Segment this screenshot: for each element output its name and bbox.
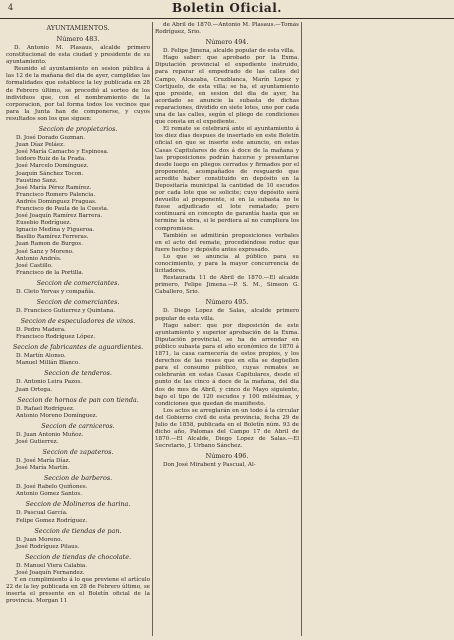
section-heading: Seccion de carniceros. [41, 421, 115, 430]
name-entry: Felipe Gomez Rodríguez. [16, 517, 88, 524]
name-entry: D. Pedro Madera. [16, 327, 66, 334]
name-entry: Juan Ramon de Burgos. [16, 241, 83, 248]
name-entry: D. Juan Antonio Muñoz. [16, 431, 84, 438]
section-heading: AYUNTAMIENTOS. [46, 24, 110, 32]
name-entry: D. Juan Moreno. [16, 536, 63, 543]
name-entry: Francisco de Paula de la Cuesta. [16, 205, 109, 212]
paragraph: D. Diego Lopez de Salas, alcalde primero popular de esta villa. [155, 308, 299, 322]
paragraph: El remate se celebrará ante el ayuntamiento á los diez dias despues de insertado en este Boletín oficial en que se inserte este anuncio, en estas Casas Capitulares de dos á doce de la mañana y las proposiciones podrán hacerse y presentarse desde luego en pliegos cerrados y firmados por el proponente, acompañados de resguardo que acredite haber constituido en depósito en la Depositaría municipal la cantidad de 10 escudos por cada lote que se solicite; cuyo depósito será devuelto al proponente, si en la subasta no le fuese adjudicado el lote rematado; pero continuará en concepto de garantía hasta que se termine la obra, si le perdiera al no cumpliera los compromisos. [155, 126, 299, 232]
paragraph: Reunido el ayuntamiento en sesion pública á las 12 de la mañana del dia de ayer, cumplidas las formalidades que establece la ley publicada en 28 de Febrero último, se procedió al sorteo de los individuos que, con el nombramiento de la corporacion, por tal forma todos los vecinos que para la Junta han de componerse, y cuyos resultados son los que siguen: [6, 66, 150, 122]
name-entry: Faustino Sanz. [16, 177, 58, 184]
section-heading: Seccion de comerciantes. [36, 278, 120, 287]
name-entry: Antonio Moreno Domínguez. [16, 412, 98, 419]
name-entry: D. José Rabelo Quiñones. [16, 484, 88, 491]
section-heading: Seccion de barberos. [43, 474, 113, 483]
name-entry: Isidoro Ruiz de la Prada. [16, 156, 87, 163]
name-entry: Joaquín Sánchez Tocon. [16, 170, 84, 177]
section-heading: Número 496. [205, 452, 249, 461]
name-entry: D. Cleto Yervas y compañía. [16, 288, 96, 295]
name-entry: Francisco Rodríguez López. [16, 334, 96, 341]
name-entry: Antonio Gomez Santos. [16, 491, 83, 498]
paragraph: Los actos se arreglarán en un todo á la circular del Gobierno civil de esta provincia, fecha 29 de Julio de 1858, publicada en el Boletín núm. 93 de dicho año, Palomas del Campo 17 de Abril de 1870.—El Alcalde, Diego Lopez de Salas.—El Secretario, J. Urbano Sánchez. [155, 407, 299, 450]
name-entry: Eusebio Rodríguez. [16, 220, 72, 227]
name-entry: D. José María Díaz. [16, 458, 71, 465]
column-divider-1 [152, 22, 153, 636]
name-entry: José Joaquín Ramírez Barrera. [16, 213, 103, 220]
section-heading: Seccion de comerciantes. [36, 298, 120, 306]
section-heading: Seccion de tenderos. [44, 369, 112, 378]
masthead-title: Boletin Oficial. [172, 1, 282, 15]
name-entry: Basilio Ramírez Ferreras. [16, 234, 89, 241]
section-heading: Seccion de tiendas de chocolate. [24, 552, 132, 561]
name-entry: José María Camacho y Espinosa. [16, 149, 109, 156]
column-1 [6, 22, 150, 636]
name-entry: Antonio Andrés. [16, 255, 62, 262]
section-heading: Seccion de propietarios. [38, 125, 118, 134]
paragraph: Y en cumplimiento á lo que previene el artículo 22 de la ley publicada en 28 de Febrero último, se inserta el presente en el Boletín oficial de la provincia. Morgan 11 [6, 576, 150, 605]
column-2 [155, 22, 299, 636]
section-heading: Número 483. [56, 35, 100, 43]
paragraph: D. Antonio M. Plasaus, alcalde primero constitucional de esta ciudad y presidente de su ayuntamiento. [6, 45, 150, 66]
paragraph: Restaurada 11 de Abril de 1870.—El alcalde primero, Felipe Jimena.—P. S. M., Simeon G. Caballero, Srio. [155, 275, 299, 296]
name-entry: D. Pascual García. [16, 510, 68, 517]
name-entry: D. José Dorado Guzman. [16, 135, 86, 142]
name-entry: José Sanz y Moreno. [16, 248, 74, 255]
name-entry: José Joaquín Fernandez. [16, 569, 85, 576]
name-entry: D. Francisco Gutierrez y Quintana. [16, 308, 116, 314]
name-entry: Francisco Romero Palencia. [16, 191, 96, 198]
name-entry: Manuel Millán Blanco. [16, 360, 80, 367]
section-heading: Seccion de fabricantes de aguardientes. [12, 343, 144, 352]
name-entry: José Gutierrez. [16, 438, 59, 445]
name-entry: D. Antonio Leira Pazos. [16, 379, 83, 386]
column-divider-2 [301, 22, 302, 636]
name-entry: Francisco de la Portilla. [16, 269, 84, 276]
section-heading: Seccion de zapateros. [42, 448, 114, 457]
name-entry: José María Pérez Ramírez. [16, 184, 92, 191]
name-entry: Juan Díaz Peláez. [16, 142, 65, 149]
section-heading: Número 495. [205, 298, 249, 307]
name-entry: Juan Ortega. [16, 386, 53, 393]
paragraph: Hago saber: que por disposición de este ayuntamiento y superior aprobación de la Exma. Diputación provincial, se ha de arrendar en público subasta para el año económico de 1870 á 1871, la casa carnecería de estos propios, y los derechos de las reses que en ella se degüellen para el consumo público, cuyas remates se celebrarán en estas Casas Capitulares, desde el punto de las cinco á doce de la mañana, del dia dos de mes de Abril, y cinco de Mayo siguiente, bajo el tipo de 120 escudos y 100 milésimas, y condiciones que quedan de manifiesto. [155, 322, 299, 407]
page-header [0, 0, 454, 19]
name-entry: José Marcelo Domínguez. [16, 163, 89, 170]
column-3 [304, 22, 448, 636]
name-entry: D. Rafael Rodríguez. [16, 405, 75, 412]
section-heading: Seccion de Molineros de harina. [25, 500, 131, 509]
page-number: 4 [8, 3, 14, 12]
paragraph: Hago saber: que aprobado por la Exma. Diputación provincial el expediente instruido, para reparar el empedrado de las calles del Campo, Alcazaba, Cruzblanca, Marín Lopez y Cortijuelo, de esta villa; se ha, el ayuntamiento que preside, en sesion del dia de ayer, ha acordado se anuncie la subasta de dichas reparaciones, dividido en siete lotes, uno por cada una de las calles, según el pliego de condiciones que consta en el expediente. [155, 55, 299, 126]
paragraph: Lo que se anuncia al público para su conocimiento, y para la mayor concurrencia de licitadores. [155, 253, 299, 275]
name-entry: Ignacio Medina y Figueroa. [16, 227, 95, 234]
paragraph: También se admitirán proposiciones verbales en el acto del remate, procediéndose reduc que fuere hecho y depósito antes expresado. [155, 232, 299, 253]
section-heading: Número 494. [205, 38, 249, 47]
name-entry: Andrés Domínguez Fraguas. [16, 198, 97, 205]
paragraph: D. Felipe Jimena, alcalde popular de esta villa. [163, 48, 295, 55]
name-entry: José Rodríguez Pilaus. [16, 543, 80, 550]
name-entry: José María Martín. [16, 465, 70, 472]
paragraph: Don José Mirabent y Pascual, Al- [163, 462, 256, 469]
section-heading: Seccion de especuladores de vinos. [20, 317, 136, 326]
name-entry: D. Manuel Viera Calabia. [16, 562, 88, 569]
section-heading: Seccion de hornos de pan con tienda. [17, 395, 139, 404]
name-entry: José Castillo. [16, 262, 53, 269]
name-entry: D. Martín Alonso. [16, 353, 66, 360]
paragraph: de Abril de 1870.—Antonio M. Plasaus.—Tomás Rodríguez, Srio. [155, 22, 299, 36]
section-heading: Seccion de tiendas de pan. [34, 526, 122, 535]
